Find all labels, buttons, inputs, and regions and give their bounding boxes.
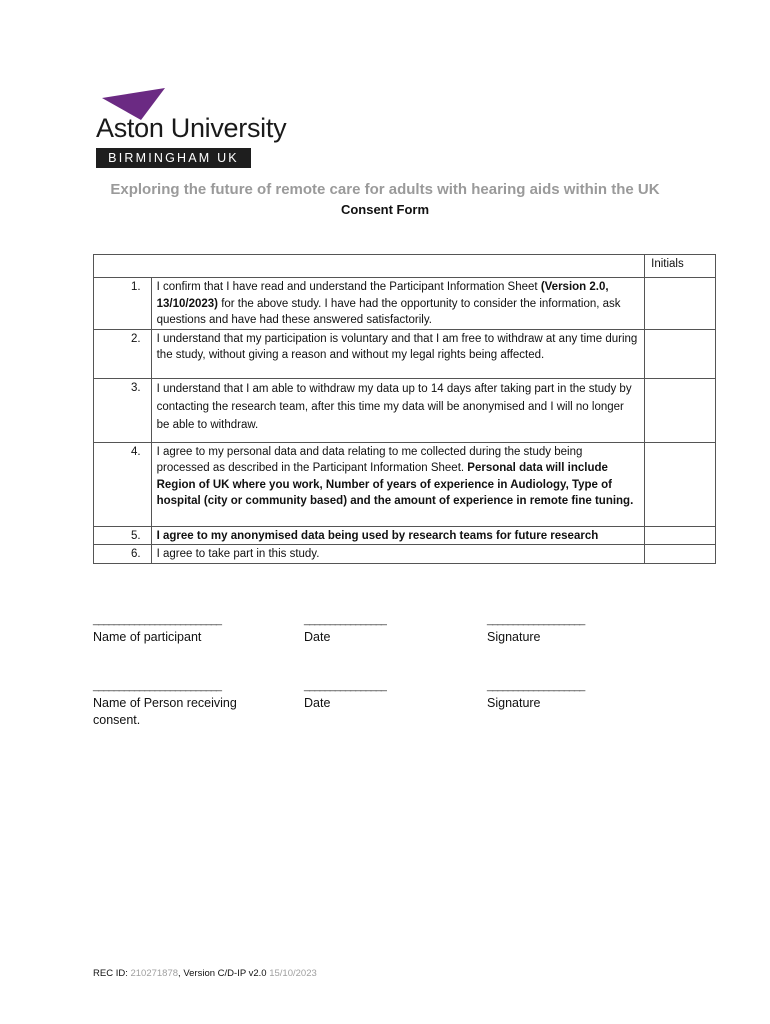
statement-bold-text: I agree to my anonymised data being used by research teams for future research (156, 529, 599, 542)
initials-box[interactable] (645, 278, 716, 330)
table-header-row (94, 255, 716, 278)
initials-header: Initials (645, 255, 716, 278)
initials-box[interactable] (645, 378, 716, 442)
statement-text: I agree to my personal data and data relating to me collected during the study being processed as described in the Participant Information Sheet. (156, 445, 583, 474)
statement-bold-text: (Version 2.0, 13/10/2023) (156, 281, 609, 310)
consent-table (93, 254, 716, 564)
statement-text: I understand that I am able to withdraw my data up to 14 days after taking part in the study by contacting the research team, after this time my data will be anonymised and I will no longer be able to withdraw. (156, 382, 632, 431)
initials-box[interactable] (645, 329, 716, 378)
row-statement (151, 526, 645, 545)
initials-box[interactable] (645, 545, 716, 564)
date-label: Date (304, 696, 331, 710)
statement-text: I confirm that I have read and understand the Participant Information Sheet (156, 281, 541, 293)
participant-name-line[interactable]: _________________________ (93, 614, 221, 626)
row-number: 4. (94, 442, 152, 526)
receiver-signature-line[interactable]: ___________________ (487, 680, 585, 692)
footer-date: 15/10/2023 (269, 968, 317, 979)
row-statement (151, 545, 645, 564)
footer-rec-id (93, 968, 317, 979)
row-number: 6. (94, 545, 152, 564)
row-number: 3. (94, 378, 152, 442)
statement-text: I understand that my participation is voluntary and that I am free to withdraw at any time during the study, without giving a reason and without my legal rights being affected. (156, 332, 638, 361)
participant-signature-line[interactable]: ___________________ (487, 614, 585, 626)
document-subtitle: Consent Form (340, 202, 430, 217)
row-number: 2. (94, 329, 152, 378)
table-row (94, 278, 716, 330)
row-number: 5. (94, 526, 152, 545)
name-of-person-receiving-consent-label: Name of Person receiving consent. (93, 696, 237, 727)
statement-bold-text: Personal data will include Region of UK where you work, Number of years of experience in Audiology, Type of hospital (city or community based) and the amount of experience in remote fine tuning. (156, 462, 634, 507)
table-row (94, 442, 716, 526)
receiver-date-line[interactable]: ________________ (304, 680, 386, 692)
logo-location-bar: BIRMINGHAM UK (96, 148, 251, 168)
initials-box[interactable] (645, 442, 716, 526)
footer-label: REC ID: (93, 968, 131, 979)
row-statement (151, 442, 645, 526)
table-row (94, 378, 716, 442)
row-statement (151, 378, 645, 442)
signature-label: Signature (487, 630, 541, 644)
table-row (94, 545, 716, 564)
table-row (94, 526, 716, 545)
logo-wordmark: Aston University (96, 113, 287, 143)
receiver-name-line[interactable]: _________________________ (93, 680, 221, 692)
document-title: Exploring the future of remote care for adults with hearing aids within the UK (110, 181, 660, 198)
participant-date-line[interactable]: ________________ (304, 614, 386, 626)
initials-box[interactable] (645, 526, 716, 545)
signature-label: Signature (487, 696, 541, 710)
date-label: Date (304, 630, 331, 644)
row-number: 1. (94, 278, 152, 330)
statement-text: for the above study. I have had the opportunity to consider the information, ask questions and have had these answered satisfactorily. (156, 297, 621, 326)
statement-text: I agree to take part in this study. (156, 548, 320, 560)
footer-rec-id-value: 210271878 (130, 968, 179, 979)
header-blank-cell (94, 255, 645, 278)
footer-version: , Version C/D-IP v2.0 (178, 968, 270, 979)
name-of-participant-label: Name of participant (93, 630, 202, 644)
row-statement (151, 329, 645, 378)
table-row (94, 329, 716, 378)
aston-university-logo (94, 86, 304, 170)
row-statement (151, 278, 645, 330)
